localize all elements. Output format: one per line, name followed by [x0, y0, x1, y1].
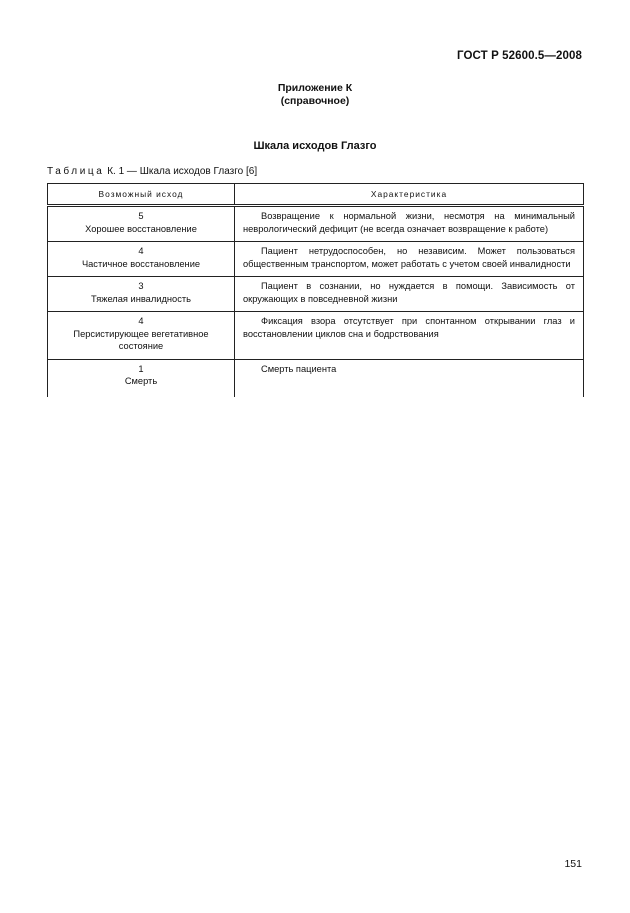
outcome-label: Тяжелая инвалидность	[91, 293, 191, 304]
outcome-score: 4	[138, 316, 144, 326]
description-cell: Возвращение к нормальной жизни, несмотря на минимальный неврологический дефицит (не всегда означает возвращение к работе)	[235, 206, 584, 242]
outcome-cell	[48, 312, 235, 360]
glasgow-outcome-table	[47, 183, 584, 397]
table-row	[48, 242, 584, 277]
description-cell: Пациент в сознании, но нуждается в помощи. Зависимость от окружающих в повседневной жизни	[235, 277, 584, 312]
outcome-label: Частичное восстановление	[81, 258, 201, 269]
table-row	[48, 312, 584, 360]
section-title: Шкала исходов Глазго	[253, 140, 377, 152]
table-caption-word: Таблица	[47, 166, 105, 177]
appendix-title: Приложение К	[277, 82, 353, 94]
outcome-label: Смерть	[124, 376, 158, 386]
table-caption	[47, 166, 257, 177]
appendix-heading	[0, 82, 630, 108]
outcome-score: 4	[138, 246, 144, 256]
outcome-cell	[48, 206, 235, 242]
table-caption-rest: К. 1 — Шкала исходов Глазго [6]	[104, 166, 258, 177]
table-row	[48, 206, 584, 242]
outcome-score: 5	[138, 211, 144, 221]
outcome-cell	[48, 242, 235, 277]
outcome-score: 3	[138, 281, 144, 291]
description-cell: Фиксация взора отсутствует при спонтанном открывании глаз и восстановлении циклов сна и бодрствования	[235, 312, 584, 360]
table-header-row	[48, 184, 584, 206]
outcome-label: Персистирующее вегетативное состояние	[73, 328, 209, 351]
header-characteristic: Характеристика	[235, 184, 584, 206]
document-code: ГОСТ Р 52600.5—2008	[457, 50, 582, 62]
header-outcome: Возможный исход	[48, 184, 235, 206]
page-number: 151	[564, 858, 582, 870]
description-cell: Смерть пациента	[235, 359, 584, 397]
outcome-label: Хорошее восстановление	[85, 223, 197, 234]
table-row	[48, 277, 584, 312]
outcome-score: 1	[138, 363, 144, 374]
description-cell: Пациент нетрудоспособен, но независим. Может пользоваться общественным транспортом, может работать с учетом своей инвалидности	[235, 242, 584, 277]
outcome-cell	[48, 359, 235, 397]
appendix-subtitle: (справочное)	[280, 95, 350, 107]
outcome-cell	[48, 277, 235, 312]
table-row	[48, 359, 584, 397]
